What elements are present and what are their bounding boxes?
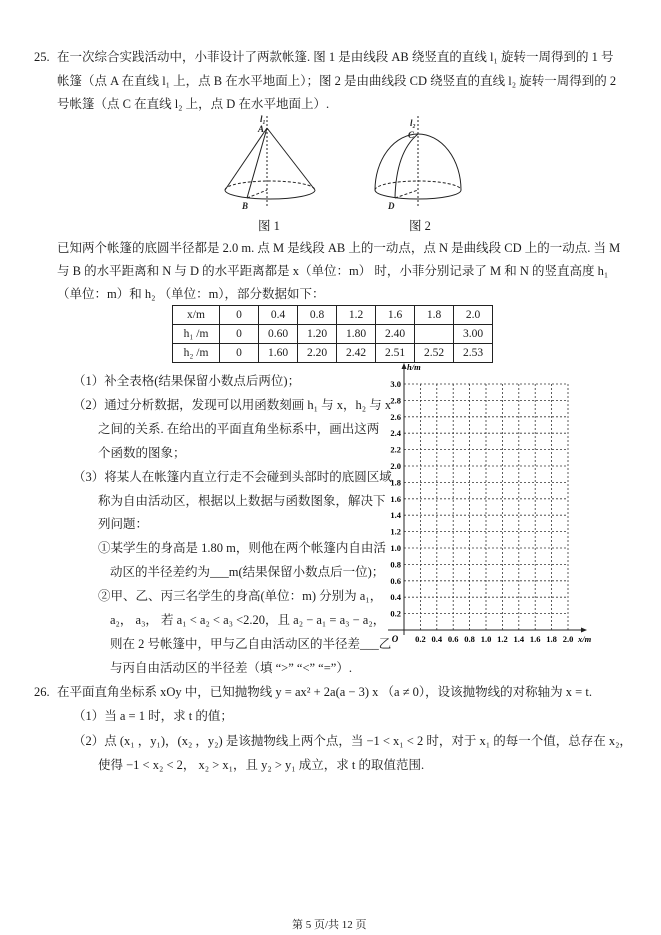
data-table bbox=[172, 305, 493, 363]
q26-line: 使得 −1 < x₂ < 2， x₂ > x₁，且 y₂ > y₁ 成立，求 t 的取值范围. bbox=[98, 758, 425, 772]
y-tick-label: 2.2 bbox=[390, 444, 401, 455]
table-cell: 2.52 bbox=[415, 344, 454, 363]
table-cell: 2.40 bbox=[376, 325, 415, 344]
q25-subquestion-line: （1）补全表格(结果保留小数点后两位)； bbox=[73, 374, 301, 388]
table-cell bbox=[415, 325, 454, 344]
q25-subquestion-line: （2）通过分析数据，发现可以用函数刻画 h₁ 与 x，h₂ 与 x bbox=[73, 397, 392, 412]
y-tick-label: 1.6 bbox=[390, 493, 401, 504]
q25-subquestion-line: 则在 2 号帐篷中，甲与乙自由活动区的半径差___乙 bbox=[110, 636, 392, 651]
coordinate-grid bbox=[380, 360, 610, 645]
label-d: D bbox=[388, 201, 395, 211]
table-cell: 2.51 bbox=[376, 344, 415, 363]
table-cell: 2.20 bbox=[298, 344, 337, 363]
y-tick-label: 2.8 bbox=[390, 395, 401, 406]
y-axis-arrow-icon bbox=[402, 363, 407, 369]
x-tick-label: 2.0 bbox=[562, 634, 574, 644]
x-tick-label: 0.8 bbox=[464, 634, 475, 644]
x-axis-arrow-icon bbox=[581, 628, 587, 633]
label-b: B bbox=[242, 201, 249, 211]
x-tick-label: 0.2 bbox=[415, 634, 426, 644]
question-number-26: 26. bbox=[34, 685, 50, 699]
table-cell: 1.80 bbox=[337, 325, 376, 344]
q25-intro-line: 在一次综合实践活动中，小菲设计了两款帐篷. 图 1 是由线段 AB 绕竖直的直线 l₁ 旋转一周得到的 1 号 bbox=[57, 50, 614, 64]
table-cell: 0.60 bbox=[259, 325, 298, 344]
table-cell: 0 bbox=[220, 306, 259, 325]
q25-desc-line: 与 B 的水平距离和 N 与 D 的水平距离都是 x（单位：m） 时，小菲分别记录了 M 和 N 的竖直高度 h₁ bbox=[57, 264, 609, 278]
row-header: h₁ /m bbox=[173, 325, 220, 344]
y-tick-label: 0.2 bbox=[390, 608, 401, 619]
x-tick-label: 0.6 bbox=[447, 634, 459, 644]
y-tick-label: 2.0 bbox=[390, 461, 401, 471]
y-tick-label: 0.8 bbox=[390, 559, 401, 570]
q25-subquestion-line: 个函数的图象； bbox=[98, 445, 186, 460]
table-cell: 0.8 bbox=[298, 306, 337, 325]
q25-desc-line: 已知两个帐篷的底圆半径都是 2.0 m. 点 M 是线段 AB 上的一动点，点 N 是曲线段 CD 上的一动点. 当 M bbox=[57, 241, 621, 255]
x-tick-label: 1.4 bbox=[513, 634, 525, 644]
q25-subquestion-line: ②甲、乙、丙三名学生的身高(单位：m) 分别为 a₁， bbox=[98, 589, 383, 604]
y-tick-label: 1.8 bbox=[390, 477, 401, 488]
y-tick-label: 0.6 bbox=[390, 575, 401, 586]
table-cell: 1.6 bbox=[376, 306, 415, 325]
table-cell: 3.00 bbox=[454, 325, 493, 344]
table-cell: 2.42 bbox=[337, 344, 376, 363]
q25-subquestion-line: （3）将某人在帐篷内直立行走不会碰到头部时的底圆区域 bbox=[73, 469, 392, 484]
y-tick-label: 0.4 bbox=[390, 592, 401, 603]
page-footer: 第 5 页/共 12 页 bbox=[292, 919, 367, 931]
table-row bbox=[173, 306, 493, 325]
x-tick-label: 1.0 bbox=[480, 634, 492, 644]
table-cell: 1.20 bbox=[298, 325, 337, 344]
table-cell: 2.53 bbox=[454, 344, 493, 363]
q26-line: 在平面直角坐标系 xOy 中，已知抛物线 y = ax² + 2a(a − 3) x （a ≠ 0），设该抛物线的对称轴为 x = t. bbox=[57, 685, 592, 699]
q25-subquestion-line: 称为自由活动区，根据以上数据与函数图象，解决下 bbox=[98, 493, 386, 508]
q25-subquestion-line: 与丙自由活动区的半径差（填 “>” “<” “=”）. bbox=[110, 660, 352, 675]
table-cell: 2.0 bbox=[454, 306, 493, 325]
row-header: h₂ /m bbox=[173, 344, 220, 363]
q25-subquestion-line: 之间的关系. 在给出的平面直角坐标系中，画出这两 bbox=[98, 421, 380, 436]
q25-subquestion-line: 列问题： bbox=[98, 517, 149, 532]
q25-subquestion-line: a₂， a₃， 若 a₁ < a₂ < a₃ <2.20，且 a₂ − a₁ = a₃ − a₂， bbox=[110, 613, 386, 627]
x-tick-label: 1.8 bbox=[546, 634, 557, 644]
figure-1-caption: 图 1 bbox=[258, 219, 280, 233]
q25-intro-line: 帐篷（点 A 在直线 l₁ 上，点 B 在水平地面上）；图 2 是由曲线段 CD 绕竖直的直线 l₂ 旋转一周得到的 2 bbox=[57, 74, 617, 88]
x-tick-label: 1.2 bbox=[497, 634, 508, 644]
y-tick-label: 1.4 bbox=[390, 510, 401, 521]
q26-line: （2）点 (x₁ ，y₁)，(x₂ ，y₂) 是该抛物线上两个点，当 −1 < x₁ < 2 时，对于 x₁ 的每一个值，总存在 x₂， bbox=[73, 734, 632, 748]
y-tick-label: 2.6 bbox=[390, 411, 401, 422]
table-cell: 0 bbox=[220, 325, 259, 344]
y-tick-label: 3.0 bbox=[390, 379, 401, 389]
origin-label: O bbox=[391, 634, 399, 644]
q25-desc-line: （单位：m）和 h₂ （单位：m），部分数据如下： bbox=[57, 287, 325, 301]
x-tick-label: 0.4 bbox=[431, 634, 443, 644]
figure-1-cone bbox=[220, 112, 320, 212]
y-tick-label: 2.4 bbox=[390, 428, 401, 439]
table-row bbox=[173, 325, 493, 344]
y-tick-label: 1.2 bbox=[390, 526, 401, 537]
y-axis-label: h/m bbox=[407, 362, 421, 372]
q25-subquestion-line: ①某学生的身高是 1.80 m，则他在两个帐篷内自由活 bbox=[98, 541, 386, 556]
table-cell: 1.2 bbox=[337, 306, 376, 325]
table-cell: 1.60 bbox=[259, 344, 298, 363]
label-c: C bbox=[408, 130, 415, 140]
x-axis-label: x/m bbox=[578, 634, 592, 644]
label-a: A bbox=[258, 124, 265, 134]
label-l2: l₂ bbox=[410, 118, 416, 128]
figure-2-dome bbox=[370, 112, 470, 212]
question-number-25: 25. bbox=[34, 50, 50, 64]
row-header: x/m bbox=[173, 306, 220, 325]
q25-intro-line: 号帐篷（点 C 在直线 l₂ 上，点 D 在水平地面上）. bbox=[57, 97, 330, 111]
y-tick-label: 1.0 bbox=[390, 543, 401, 553]
x-tick-label: 1.6 bbox=[529, 634, 541, 644]
q26-line: （1）当 a = 1 时，求 t 的值； bbox=[73, 709, 233, 723]
table-cell: 1.8 bbox=[415, 306, 454, 325]
table-cell: 0 bbox=[220, 344, 259, 363]
table-cell: 0.4 bbox=[259, 306, 298, 325]
figure-2-caption: 图 2 bbox=[409, 219, 431, 233]
label-l1: l₁ bbox=[260, 114, 266, 124]
q25-subquestion-line: 动区的半径差约为___m(结果保留小数点后一位)； bbox=[110, 565, 385, 580]
